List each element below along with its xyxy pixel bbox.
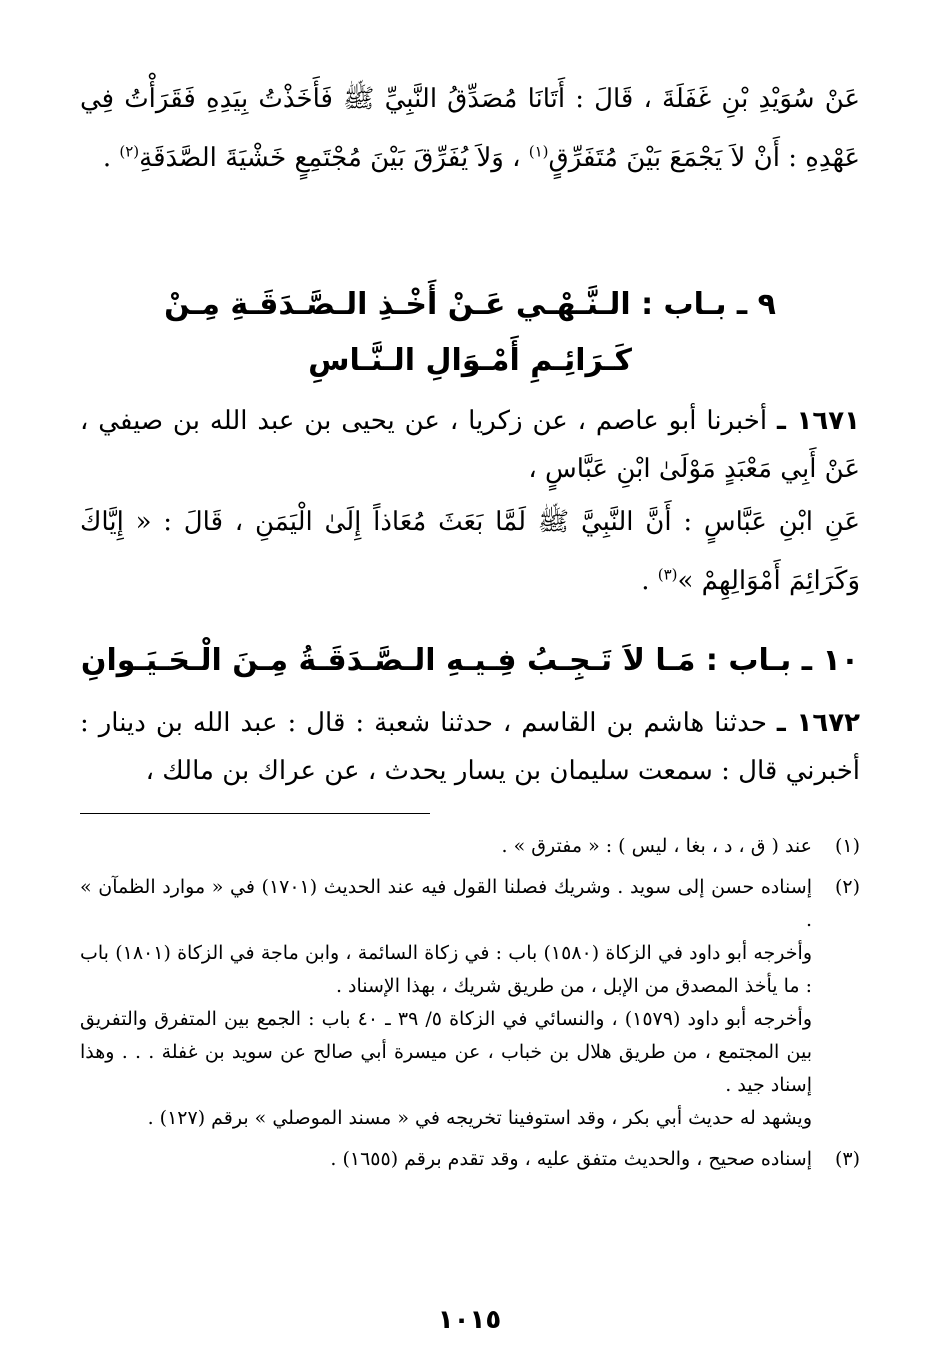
footnote-2-para-2: وأخرجه أبو داود في الزكاة (١٥٨٠) باب : في زكاة السائمة ، وابن ماجة في الزكاة (١٨٠١) باب : ما يأخذ المصدق من الإبل ، من طريق شريك ، بهذا الإسناد . — [80, 942, 812, 997]
chapter-9-title-line1: ٩ ـ بـاب : الـنَّـهْـي عَـنْ أَخْـذِ الـصَّـدَقَـةِ مِـنْ — [164, 287, 776, 322]
hadith-1672-isnad: حدثنا هاشم بن القاسم ، حدثنا شعبة : قال : عبد الله بن دينار : أخبرني قال : سمعت سليمان بن يسار يحدث ، عن عراك بن مالك ، — [80, 708, 860, 786]
footnote-2-number: (٢) — [834, 876, 860, 898]
hadith-1671-chain — [80, 397, 860, 493]
footnote-1-body — [80, 830, 812, 863]
hadith-1671-end: . — [641, 566, 658, 596]
page-content — [80, 70, 860, 1176]
footnote-1-number: (١) — [834, 835, 860, 857]
footnote-2-para-3: وأخرجه أبو داود (١٥٧٩) ، والنسائي في الزكاة ٥/ ٣٩ ـ ٤٠ باب : الجمع بين المتفرق والتفريق بين المجتمع ، من طريق هلال بن خباب ، عن ميسرة أبي صالح عن سويد بن غفلة . . . وهذا إسناد جيد . — [80, 1008, 813, 1096]
chapter-9-heading — [80, 277, 860, 389]
footnote-2-para-4: ويشهد له حديث أبي بكر ، وقد استوفينا تخريجه في « مسند الموصلي » برقم (١٢٧) . — [147, 1107, 812, 1129]
footnote-ref-1[interactable]: (١) — [528, 142, 549, 161]
hadith-1671-text: عَنِ ابْنِ عَبَّاسٍ : أَنَّ النَّبِيَّ ﷺ لَمَّا بَعَثَ مُعَاذاً إِلَىٰ الْيَمَنِ ، قَالَ : « إِيَّاكَ وَكَرَائِمَ أَمْوَالِهِمْ » — [80, 507, 860, 596]
footnote-3-number: (٣) — [834, 1148, 860, 1170]
hadith-1671-number: ١٦٧١ ـ — [776, 406, 860, 436]
footnotes — [80, 830, 860, 1176]
opening-text: عَنْ سُوَيْدِ بْنِ غَفَلَةَ ، قَالَ : أَتَانَا مُصَدِّقُ النَّبِيِّ ﷺ فَأَخَذْتُ بِيَدِهِ فَقَرَأْتُ فِي عَهْدِهِ : أَنْ لاَ يَجْمَعَ بَيْنَ مُتَفَرِّقٍ — [80, 84, 861, 173]
hadith-1671-matn — [80, 493, 860, 611]
opening-passage — [80, 70, 860, 247]
footnote-1 — [80, 830, 860, 863]
footnote-1-text: عند ( ق ، د ، بغا ، ليس ) : « مفترق » . — [501, 835, 812, 857]
footnote-3-body — [80, 1143, 812, 1176]
footnote-2 — [80, 871, 860, 1135]
opening-end: . — [102, 143, 120, 173]
hadith-1672-chain — [80, 699, 860, 799]
footnote-2-para-1: إسناده حسن إلى سويد . وشريك فصلنا القول فيه عند الحديث (١٧٠١) في « موارد الظمآن » . — [80, 876, 812, 931]
chapter-10-title: ١٠ ـ بـاب : مَـا لاَ تَـجِـبُ فِـيـهِ الـصَّـدَقَـةُ مِـنَ الْـحَـيَـوانِ — [80, 643, 860, 678]
chapter-10-heading — [80, 633, 860, 689]
chapter-9-title-line2: كَـرَائِـمِ أَمْـوَالِ الـنَّـاسِ — [308, 343, 632, 378]
footnote-3 — [80, 1143, 860, 1176]
footnote-2-body — [80, 871, 812, 1135]
hadith-1671-isnad: أخبرنا أبو عاصم ، عن زكريا ، عن يحيى بن عبد الله بن صيفي ، عَنْ أَبِي مَعْبَدٍ مَوْلَىٰ ابْنِ عَبَّاسٍ ، — [80, 406, 860, 484]
footnote-3-text: إسناده صحيح ، والحديث متفق عليه ، وقد تقدم برقم (١٦٥٥) . — [330, 1148, 812, 1170]
opening-text-2: ، وَلاَ يُفَرِّقَ بَيْنَ مُجْتَمِعٍ خَشْيَةَ الصَّدَقَةِ — [139, 143, 529, 173]
page-number: ١٠١٥ — [437, 1305, 502, 1335]
footnote-ref-2[interactable]: (٢) — [119, 142, 140, 161]
hadith-1672-number: ١٦٧٢ ـ — [776, 708, 860, 738]
footnote-ref-3[interactable]: (٣) — [657, 565, 678, 584]
footnote-separator — [80, 813, 430, 814]
